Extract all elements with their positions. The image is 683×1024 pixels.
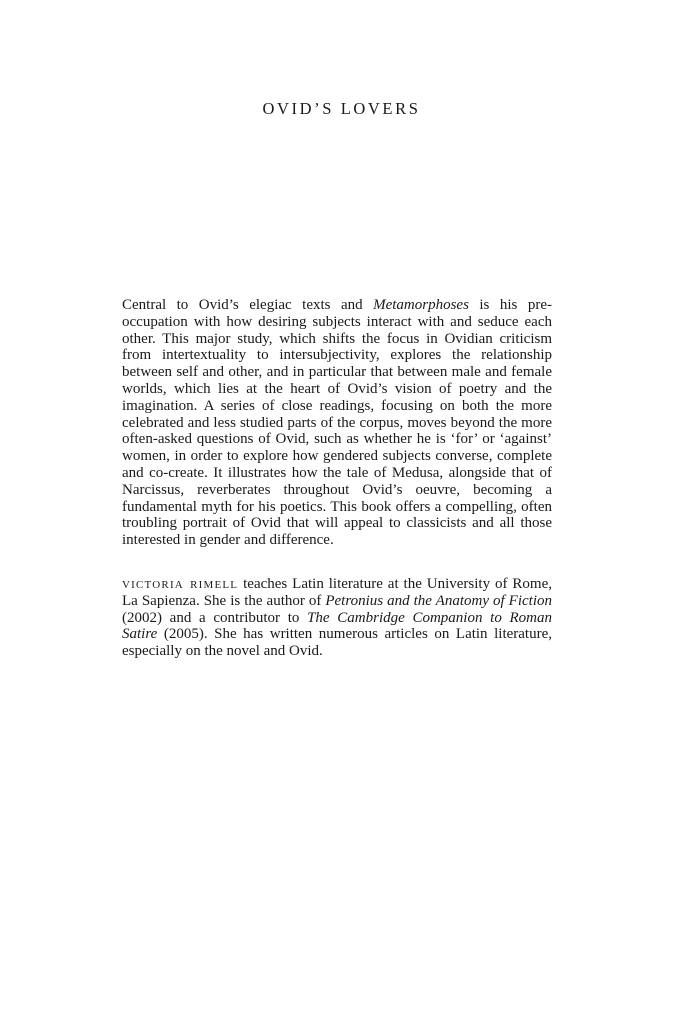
blurb-italic-title: Metamorphoses — [373, 297, 469, 313]
book-description — [122, 297, 552, 549]
bio-text: (2005). She has written numerous articles on Latin literature, especially on the novel and Ovid. — [122, 626, 552, 660]
blurb-text: Central to Ovid’s elegiac texts and — [122, 297, 374, 313]
bio-italic-title: Petronius and the Anatomy of Fiction — [325, 592, 552, 609]
page-title: OVID’S LOVERS — [262, 99, 421, 118]
bio-italic-title: The Cambridge Companion to Roman Satire — [122, 609, 553, 643]
blurb-text: is his pre-occupation with how desiring subjects interact with and seduce each other. This major study, which shifts the focus in Ovidian criticism from intertextuality to intersubjectivity, explores the relationship between self and other, and in particular that between male and female worlds, which lies at the heart of Ovid’s vision of poetry and the imagination. A series of close readings, focusing on both the more celebrated and less studied parts of the corpus, moves beyond the more often-asked questions of Ovid, such as whether he is ‘for’ or ‘against’ women, in order to explore how gendered subjects converse, complete and co-create. It illustrates how the tale of Medusa, alongside that of Narcissus, reverberates throughout Ovid’s oeuvre, becoming a fundamental myth for his poetics. This book offers a compelling, often troubling portrait of Ovid that will appeal to classicists and all those interested in gender and difference. — [122, 297, 552, 549]
author-bio — [122, 576, 552, 660]
bio-text: teaches Latin literature at the University of Rome, La Sapienza. She is the author of — [122, 576, 552, 609]
bio-text: (2002) and a contributor to — [122, 609, 308, 626]
author-name: victoria rimell — [122, 576, 239, 592]
